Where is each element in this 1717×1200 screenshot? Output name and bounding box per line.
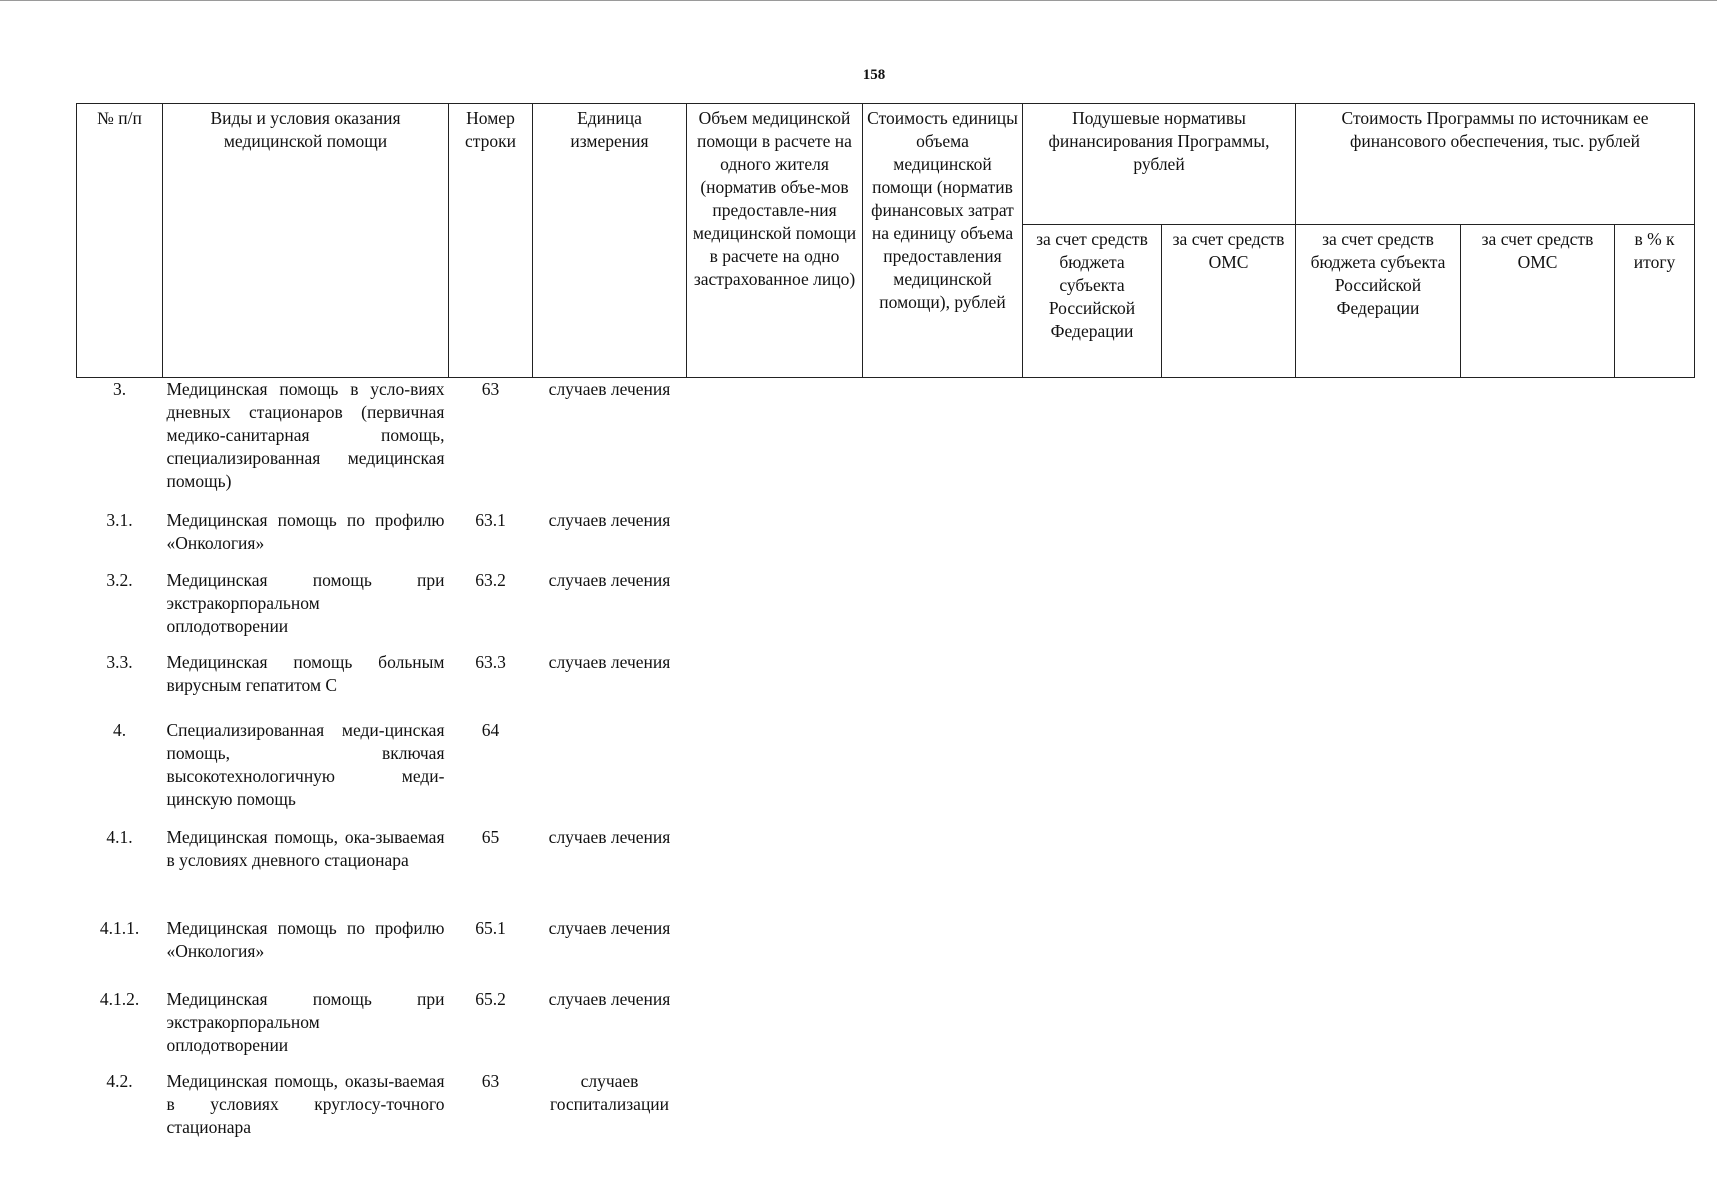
- row-values-empty: [687, 988, 1695, 1070]
- row-unit: случаев лечения: [548, 651, 671, 672]
- row-values-empty: [687, 569, 1695, 651]
- row-line: 63.1: [475, 509, 506, 530]
- table-row: [77, 826, 1695, 917]
- row-name: Медицинская помощь при экстракорпоральном оплодотворении: [166, 569, 445, 636]
- row-values-empty: [687, 826, 1695, 917]
- row-unit: случаев лечения: [548, 379, 671, 399]
- table-row: [77, 569, 1695, 651]
- row-unit: случаев лечения: [548, 917, 671, 938]
- header-program-group: Стоимость Программы по источникам ее финансового обеспечения, тыс. рублей: [1296, 104, 1695, 225]
- header-unit: Единица измерения: [533, 104, 687, 378]
- row-values-empty: [687, 719, 1695, 826]
- table-row: [77, 719, 1695, 826]
- row-num: 3.2.: [106, 569, 133, 590]
- row-unit: случаев лечения: [548, 826, 671, 847]
- table-row: [77, 988, 1695, 1070]
- header-percapita-budget: за счет средств бюджета субъекта Российской Федерации: [1023, 225, 1162, 378]
- header-program-oms: за счет средств ОМС: [1461, 225, 1615, 378]
- header-num: № п/п: [77, 104, 163, 378]
- page-number: 158: [862, 67, 886, 83]
- program-table: [76, 103, 1695, 1150]
- row-name: Медицинская помощь по профилю «Онкология»: [166, 509, 445, 553]
- row-line: 64: [481, 719, 500, 740]
- row-values-empty: [687, 1070, 1695, 1150]
- table-row: [77, 378, 1695, 509]
- row-num: 4.1.2.: [99, 988, 140, 1009]
- row-line: 63.3: [475, 651, 506, 672]
- row-unit: случаев лечения: [548, 988, 671, 1009]
- row-name: Медицинская помощь при экстракорпоральном оплодотворении: [166, 988, 445, 1055]
- row-unit: случаев госпитализации: [549, 1070, 670, 1114]
- row-name: Медицинская помощь в усло-виях дневных стационаров (первичная медико-санитарная помощь, специализированная медицинская помощь): [166, 379, 445, 491]
- row-unit: случаев лечения: [548, 569, 671, 590]
- header-row-top: [77, 104, 1695, 225]
- row-line: 65: [481, 826, 500, 847]
- row-line: 63: [481, 1070, 500, 1091]
- row-name: Медицинская помощь, оказы-ваемая в условиях круглосу-точного стационара: [166, 1070, 445, 1137]
- row-line: 65.1: [475, 917, 506, 938]
- row-values-empty: [687, 917, 1695, 988]
- table-row: [77, 651, 1695, 719]
- row-num: 3.: [112, 379, 127, 399]
- row-num: 4.: [112, 719, 127, 740]
- row-line: 63: [481, 379, 500, 399]
- header-program-percent: в % к итогу: [1615, 225, 1695, 378]
- row-values-empty: [687, 509, 1695, 569]
- row-name: Медицинская помощь, ока-зываемая в условиях дневного стационара: [166, 826, 445, 870]
- header-program-budget: за счет средств бюджета субъекта Российской Федерации: [1296, 225, 1461, 378]
- row-name: Медицинская помощь по профилю «Онкология»: [166, 917, 445, 961]
- table-row: [77, 509, 1695, 569]
- row-num: 3.3.: [106, 651, 133, 672]
- row-unit: [533, 719, 687, 826]
- row-num: 3.1.: [106, 509, 133, 530]
- header-cost: Стоимость единицы объема медицинской помощи (норматив финансовых затрат на единицу объема предоставления медицинской помощи), рублей: [863, 104, 1023, 378]
- row-num: 4.1.: [106, 826, 133, 847]
- table-row: [77, 917, 1695, 988]
- header-name: Виды и условия оказания медицинской помощи: [163, 104, 449, 378]
- table-row: [77, 1070, 1695, 1150]
- row-line: 63.2: [475, 569, 506, 590]
- row-num: 4.1.1.: [99, 917, 140, 938]
- header-volume: Объем медицинской помощи в расчете на одного жителя (норматив объе-мов предоставле-ния медицинской помощи в расчете на одно застрахованное лицо): [687, 104, 863, 378]
- row-values-empty: [687, 378, 1695, 509]
- row-line: 65.2: [475, 988, 506, 1009]
- row-unit: случаев лечения: [548, 509, 671, 530]
- program-table-wrapper: [76, 103, 1694, 1150]
- row-name: Специализированная меди-цинская помощь, включая высокотехнологичную меди-цинскую помощь: [166, 719, 445, 809]
- header-percapita-group: Подушевые нормативы финансирования Программы, рублей: [1023, 104, 1296, 225]
- row-num: 4.2.: [106, 1070, 133, 1091]
- row-name: Медицинская помощь больным вирусным гепатитом С: [166, 651, 445, 695]
- page-top-rule: [0, 0, 1717, 1]
- row-values-empty: [687, 651, 1695, 719]
- header-percapita-oms: за счет средств ОМС: [1162, 225, 1296, 378]
- header-line: Номер строки: [449, 104, 533, 378]
